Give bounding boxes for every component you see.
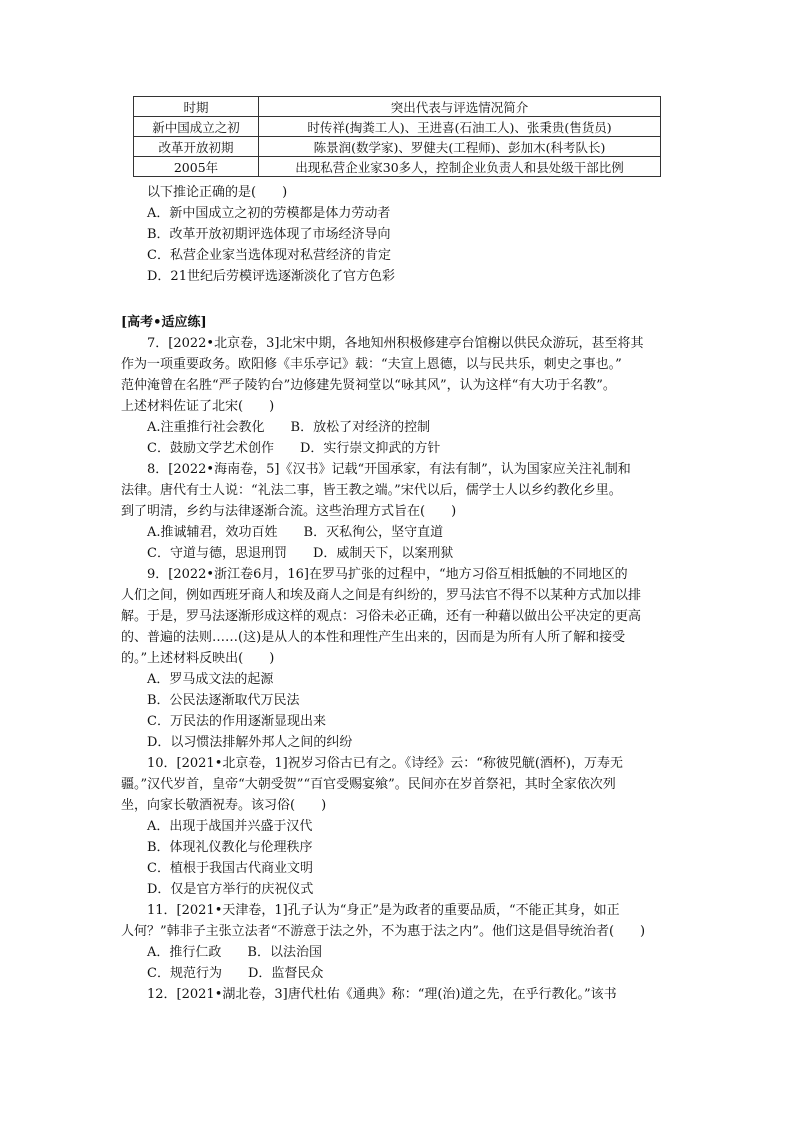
answer-option: C．植根于我国古代商业文明	[147, 861, 313, 876]
question-text-line: 疆。”汉代岁首，皇帝“大朝受贺”“百官受赐宴飨”。民间亦在岁首祭祀，其时全家依次列	[121, 777, 616, 792]
table-row	[134, 157, 661, 177]
question-text-line: 作为一项重要政务。欧阳修《丰乐亭记》载：“夫宣上恩德，以与民共乐，刺史之事也。”	[121, 357, 622, 372]
table-row	[134, 117, 661, 137]
question-text-line: 8．[2022•海南卷，5]《汉书》记载“开国承家，有法有制”，认为国家应关注礼制和	[147, 462, 631, 477]
answer-option: D．21世纪后劳模评选逐渐淡化了官方色彩	[147, 269, 395, 284]
answer-option: B．公民法逐渐取代万民法	[147, 693, 300, 708]
answer-option: A．推行仁政 B．以法治国	[147, 945, 322, 960]
question-text-line: 上述材料佐证了北宋( )	[121, 399, 275, 414]
answer-option: A.推诚辅君，效功百姓 B．灭私徇公，坚守直道	[147, 525, 444, 540]
answer-option: C．私营企业家当选体现对私营经济的肯定	[147, 248, 391, 263]
question-text-line: 坐，向家长敬酒祝寿。该习俗( )	[121, 798, 327, 813]
question-text-line: 范仲淹曾在名胜“严子陵钓台”边修建先贤祠堂以“咏其风”，认为这样“有大功于名教”。	[121, 378, 616, 393]
answer-option: A．罗马成文法的起源	[147, 672, 274, 687]
table-header-cell: 时期	[134, 97, 259, 117]
answer-option: D．以习惯法排解外邦人之间的纠纷	[147, 735, 353, 750]
table-cell: 新中国成立之初	[134, 117, 259, 137]
table-cell: 2005年	[134, 157, 259, 177]
table-cell: 出现私营企业家30多人，控制企业负责人和县处级干部比例	[259, 157, 661, 177]
question-text-line: 12．[2021•湖北卷，3]唐代杜佑《通典》称：“理(治)道之先，在乎行教化。”该书	[147, 987, 617, 1002]
question-text-line: 的、普遍的法则……(这)是从人的本性和理性产生出来的，因而是为所有人所了解和接受	[121, 630, 626, 645]
table-row	[134, 137, 661, 157]
table-cell: 陈景润(数学家)、罗健夫(工程师)、彭加木(科考队长)	[259, 137, 661, 157]
answer-option: C．万民法的作用逐渐显现出来	[147, 714, 326, 729]
answer-option: A.注重推行社会教化 B．放松了对经济的控制	[147, 420, 431, 435]
model-worker-table	[133, 96, 661, 177]
question-text-line: 7．[2022•北京卷，3]北宋中期，各地知州积极修建亭台馆榭以供民众游玩，甚至将其	[147, 336, 644, 351]
question-text-line: 到了明清，乡约与法律逐渐合流。这些治理方式旨在( )	[121, 504, 457, 519]
answer-option: B．体现礼仪教化与伦理秩序	[147, 840, 313, 855]
question-text-line: 的。”上述材料反映出( )	[121, 651, 275, 666]
answer-option: B．改革开放初期评选体现了市场经济导向	[147, 227, 391, 242]
question-text-line: 人们之间，例如西班牙商人和埃及商人之间是有纠纷的，罗马法官不得不以某种方式加以排	[121, 588, 642, 603]
answer-option: D．仅是官方举行的庆祝仪式	[147, 882, 314, 897]
answer-option: C．鼓励文学艺术创作 D．实行崇文抑武的方针	[147, 441, 441, 456]
answer-option: C．守道与德，思退刑罚 D．威制天下，以案刑狱	[147, 546, 454, 561]
answer-option: A．新中国成立之初的劳模都是体力劳动者	[147, 206, 391, 221]
question-text-line: 10．[2021•北京卷，1]祝岁习俗古已有之。《诗经》云：“称彼兕觥(酒杯)，万寿无	[147, 756, 623, 771]
question-stem: 以下推论正确的是( )	[147, 185, 288, 200]
question-text-line: 9．[2022•浙江卷6月，16]在罗马扩张的过程中，“地方习俗互相抵触的不同地区的	[147, 567, 628, 582]
table-cell: 改革开放初期	[134, 137, 259, 157]
question-text-line: 11．[2021•天津卷，1]孔子认为“身正”是为政者的重要品质，“不能正其身，如正	[147, 903, 620, 918]
question-text-line: 解。于是，罗马法逐渐形成这样的观点：习俗未必正确，还有一种藉以做出公平决定的更高	[121, 609, 642, 624]
table-cell: 时传祥(掏粪工人)、王进喜(石油工人)、张秉贵(售货员)	[259, 117, 661, 137]
question-text-line: 人何？”韩非子主张立法者“不游意于法之外，不为惠于法之内”。他们这是倡导统治者( )	[121, 924, 646, 939]
section-title: [高考•适应练]	[121, 315, 207, 330]
answer-option: C．规范行为 D．监督民众	[147, 966, 324, 981]
table-header-row	[134, 97, 661, 117]
question-text-line: 法律。唐代有士人说：“礼法二事，皆王教之端。”宋代以后，儒学士人以乡约教化乡里。	[121, 483, 622, 498]
table-header-cell: 突出代表与评选情况简介	[259, 97, 661, 117]
answer-option: A．出现于战国并兴盛于汉代	[147, 819, 313, 834]
